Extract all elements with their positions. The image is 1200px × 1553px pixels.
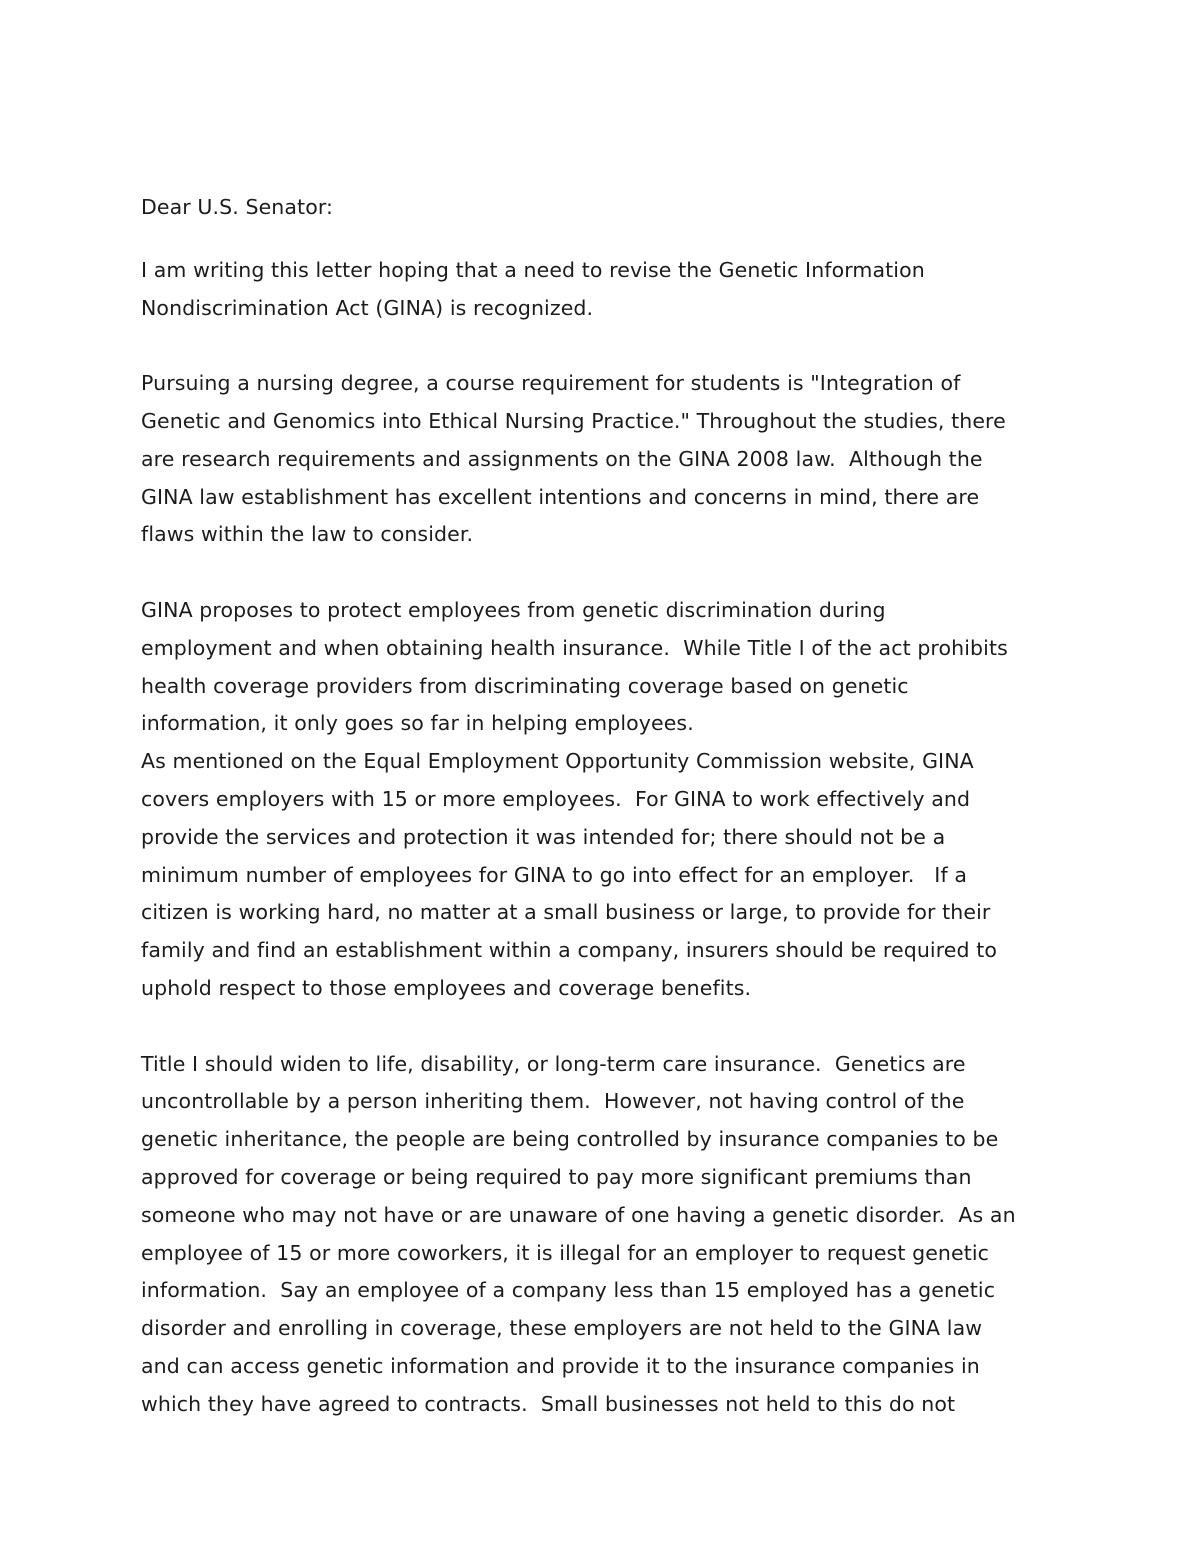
paragraph-spacer: [141, 1008, 1081, 1046]
paragraph-line: health coverage providers from discriminating coverage based on genetic: [141, 673, 909, 698]
paragraph-line: information. Say an employee of a company less than 15 employed has a genetic: [141, 1278, 996, 1303]
paragraph-line: citizen is working hard, no matter at a small business or large, to provide for their: [141, 900, 991, 925]
paragraph-line: uphold respect to those employees and coverage benefits.: [141, 975, 752, 1000]
paragraph-line: disorder and enrolling in coverage, these employers are not held to the GINA law: [141, 1316, 983, 1341]
paragraph-line: are research requirements and assignments on the GINA 2008 law. Although the: [141, 446, 983, 471]
paragraph-line: employment and when obtaining health insurance. While Title I of the act prohibits: [141, 635, 1008, 660]
paragraph-line: Title I should widen to life, disability, or long-term care insurance. Genetics are: [141, 1051, 966, 1076]
paragraph-line: genetic inheritance, the people are being controlled by insurance companies to be: [141, 1127, 999, 1152]
paragraph-line: flaws within the law to consider.: [141, 522, 474, 547]
paragraph-4: [141, 1046, 1081, 1424]
paragraph-line: GINA proposes to protect employees from genetic discrimination during: [141, 597, 886, 622]
paragraph-spacer: [141, 554, 1081, 592]
paragraph-line: and can access genetic information and provide it to the insurance companies in: [141, 1353, 980, 1378]
paragraph-line: employee of 15 or more coworkers, it is illegal for an employer to request genetic: [141, 1240, 990, 1265]
paragraph-1: [141, 252, 1081, 328]
paragraph-line: someone who may not have or are unaware of one having a genetic disorder. As an: [141, 1202, 1016, 1227]
paragraph-line: information, it only goes so far in helping employees.: [141, 711, 694, 736]
paragraph-line: covers employers with 15 or more employees. For GINA to work effectively and: [141, 786, 971, 811]
paragraph-line: I am writing this letter hoping that a need to revise the Genetic Information: [141, 257, 925, 282]
paragraph-2: [141, 365, 1081, 554]
paragraph-line: As mentioned on the Equal Employment Opportunity Commission website, GINA: [141, 749, 974, 774]
paragraph-line: Genetic and Genomics into Ethical Nursing Practice." Throughout the studies, there: [141, 408, 1006, 433]
paragraph-line: which they have agreed to contracts. Small businesses not held to this do not: [141, 1391, 956, 1416]
paragraph-line: minimum number of employees for GINA to go into effect for an employer. If a: [141, 862, 968, 887]
letter-body: [141, 189, 1081, 1424]
paragraph-line: family and find an establishment within a company, insurers should be required to: [141, 938, 998, 963]
paragraph-line: uncontrollable by a person inheriting them. However, not having control of the: [141, 1089, 965, 1114]
paragraph-line: GINA law establishment has excellent intentions and concerns in mind, there are: [141, 484, 980, 509]
paragraph-line: approved for coverage or being required to pay more significant premiums than: [141, 1164, 972, 1189]
paragraph-line: Pursuing a nursing degree, a course requirement for students is "Integration of: [141, 371, 961, 396]
paragraph-spacer: [141, 327, 1081, 365]
paragraph-line: Nondiscrimination Act (GINA) is recognized.: [141, 295, 594, 320]
paragraph-line: provide the services and protection it was intended for; there should not be a: [141, 824, 946, 849]
paragraph-3: [141, 592, 1081, 1008]
salutation: Dear U.S. Senator:: [141, 195, 334, 219]
